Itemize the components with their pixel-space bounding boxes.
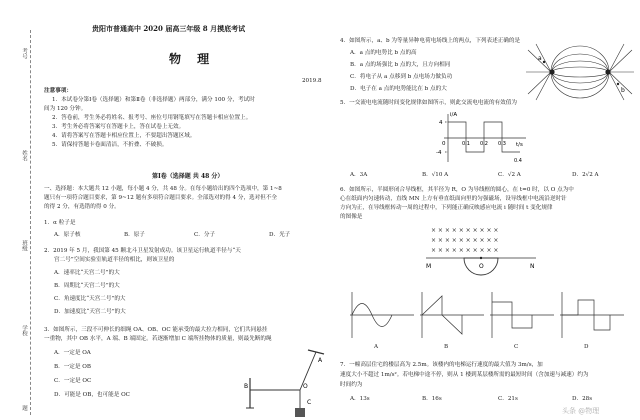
q2-stem: 2．2019 年 5 月，我国第 45 颗北斗卫星发射成功。该卫星运行轨道半径与“天 (44, 248, 241, 254)
svg-text:× × × × × × × × × ×: × × × × × × × × × × (431, 237, 499, 244)
q7-option-b: B．16s (422, 396, 442, 402)
q4-field-figure (524, 44, 636, 100)
q5-option-d: D．2√2 A (572, 172, 599, 178)
binding-label-id: 考号 (21, 48, 27, 59)
q3-option-a: A．一定是 OA (54, 350, 91, 356)
q3-stem-cont: 一重物，其中 OB 水平，A 端、B 端固定。若逐渐增加 C 端所挂物体的质量，则最先断的绳 (44, 336, 272, 342)
q4-fig-label: a (538, 55, 542, 62)
q1-option-d: D．光子 (269, 232, 291, 238)
q6-fig-label: M (426, 263, 432, 270)
q4-option-a: A．a 点的电势比 b 点的高 (350, 50, 417, 56)
q2-option-c: C．角速度比“天宫二号”的大 (54, 296, 126, 302)
notes-item: 5．请保持答题卡卷面清洁，不折叠、不破损。 (52, 142, 168, 148)
q6-stem-cont: 方向为正，在导线框转动一周的过程中，下列能正确反映感应电流 i 随时间 t 变化规律 (340, 205, 553, 211)
q7-stem: 7．一幢高层住宅的楼层高为 2.5m。该楼内的电梯运行速度的最大值为 3m/s，加 (340, 362, 543, 368)
q3-fig-label: A (318, 357, 323, 364)
q2-option-d: D．加速度比“天宫二号”的大 (54, 309, 126, 315)
q1-stem: 1．α 粒子是 (44, 220, 76, 226)
left-page (44, 0, 336, 420)
q6-graph-a (348, 290, 416, 340)
q5-tick-label: 0.1 (462, 141, 470, 147)
q5-tick-label: 0.2 (480, 141, 488, 147)
q3-stem: 3．如图所示，三段不可伸长的细绳 OA、OB、OC 能承受的最大拉力相同，它们共同悬挂 (44, 327, 268, 333)
q5-tick-label: 4 (439, 120, 443, 126)
q2-option-a: A．速率比“天宫二号”的大 (54, 270, 120, 276)
notes-item: 间为 120 分钟。 (44, 106, 87, 112)
q6-fig-label: N (530, 263, 535, 270)
q1-option-c: C．分子 (194, 232, 216, 238)
q3-option-d: D．可能是 OB，也可能是 OC (54, 392, 130, 398)
svg-text:× × × × × × × × × ×: × × × × × × × × × × (431, 247, 499, 254)
q6-field-figure (426, 224, 536, 286)
q3-fig-label: B (244, 383, 249, 390)
q5-tick-label: 0 (442, 141, 446, 147)
exam-title: 贵阳市普通高中 2020 届高三年级 8 月摸底考试 (92, 24, 246, 33)
q6-stem: 6．如图所示，半圆形闭合导线框，其半径为 R，O 为导线框的圆心，在 t=0 时，以 O 点为中 (340, 187, 574, 193)
q3-option-c: C．一定是 OC (54, 378, 92, 384)
q3-fig-label: O (303, 383, 308, 390)
exam-date: 2019.8 (302, 78, 322, 84)
notes-item: 4．请将答案写在答题卡相应位置上，不要超出答题区域。 (52, 133, 196, 139)
section-title: 第Ⅰ卷（选择题 共 48 分） (152, 173, 224, 180)
q5-option-b: B．√10 A (422, 172, 449, 178)
q4-stem: 4．如图所示，a、b 为等量异种电荷电场线上的两点，下列表述正确的是 (340, 38, 521, 44)
watermark: 头条 @物理 (562, 407, 600, 415)
q3-fig-label: C (307, 399, 312, 406)
q1-option-a: A．原子核 (54, 232, 81, 238)
q5-tick-label: -4 (436, 150, 442, 156)
q4-option-c: C．将电子从 a 点移到 b 点电场力做负功 (350, 74, 453, 80)
q5-option-a: A．3A (350, 172, 368, 178)
section-intro: 题只有一项符合题目要求，第 9~12 题有多项符合题目要求。全部选对的得 4 分，选对但不全 (44, 195, 278, 201)
q6-option-label: D (584, 344, 589, 350)
notes-item: 1．本试卷分第Ⅰ卷（选择题）和第Ⅱ卷（非选择题）两部分，满分 100 分，考试时 (52, 97, 255, 103)
q7-option-a: A．13s (350, 396, 370, 402)
q4-option-b: B．a 点的场强比 b 点的大，且方向相同 (350, 62, 451, 68)
q6-graph-d (558, 290, 626, 340)
q5-tick-label: 0.4 (514, 158, 522, 164)
section-intro: 的得 2 分，有选错的得 0 分。 (44, 204, 120, 210)
notes-item: 3．考生务必将答案写在答题卡上，答在试卷上无效。 (52, 124, 185, 130)
notes-heading: 注意事项： (44, 88, 72, 94)
q2-option-b: B．周期比“天宫二号”的大 (54, 283, 120, 289)
q5-stem: 5．一交流电电流随时间变化规律如图所示，则此交流电电流的有效值为 (340, 100, 517, 106)
q7-stem-cont: 速度大小不超过 1m/s²。若电梯中途不停，则从 1 楼到某层楼所需的最短时间（含加速与减速）约为 (340, 372, 589, 378)
q6-option-label: A (374, 344, 379, 350)
q5-axis-label: i/A (450, 112, 458, 118)
q5-current-graph (434, 110, 529, 166)
q6-option-label: B (444, 344, 449, 350)
q3-option-b: B．一定是 OB (54, 364, 91, 370)
q5-tick-label: 0.3 (498, 141, 506, 147)
right-page (336, 0, 640, 420)
q3-rope-figure (244, 350, 324, 420)
q6-graph-b (418, 290, 486, 340)
q6-stem-cont: 心在纸面内匀速转动，直线 MN 上方有垂直纸面向里的匀强磁场，设导线框中电流沿逆时针 (340, 196, 567, 202)
binding-mark: 题 (21, 405, 27, 411)
q5-option-c: C．√2 A (498, 172, 521, 178)
svg-text:× × × × × × × × × ×: × × × × × × × × × × (431, 227, 499, 234)
q6-graph-c (488, 290, 556, 340)
binding-strip (0, 0, 42, 420)
q2-stem-cont: 宫二号”空间实验室轨道半径的相比，则该卫星的 (54, 257, 175, 263)
q4-option-d: D．电子在 a 点的电势能比在 b 点的大 (350, 86, 447, 92)
binding-label-name: 姓名 (21, 150, 27, 161)
q4-fig-label: b (621, 87, 625, 94)
q6-fig-label: O (479, 263, 484, 270)
q7-option-d: D．28s (572, 396, 593, 402)
subject-title: 物 理 (169, 52, 216, 66)
section-intro: 一、选择题：本大题共 12 小题，每小题 4 分，共 48 分。在每小题给出的四个选项中，第 1~8 (44, 186, 282, 192)
binding-label-class: 班级 (21, 240, 27, 251)
notes-item: 2．答卷前，考生务必将姓名、报考号、座位号用钢笔填写在答题卡相应位置上。 (52, 115, 252, 121)
q1-option-b: B．原子 (124, 232, 145, 238)
q6-option-label: C (514, 344, 519, 350)
binding-line (30, 30, 31, 415)
q6-stem-cont: 的图像是 (340, 214, 363, 220)
binding-label-school: 学校 (21, 325, 27, 336)
q5-axis-label: t/s (516, 142, 523, 148)
q7-option-c: C．21s (498, 396, 518, 402)
q7-stem-cont: 时间约为 (340, 382, 363, 388)
